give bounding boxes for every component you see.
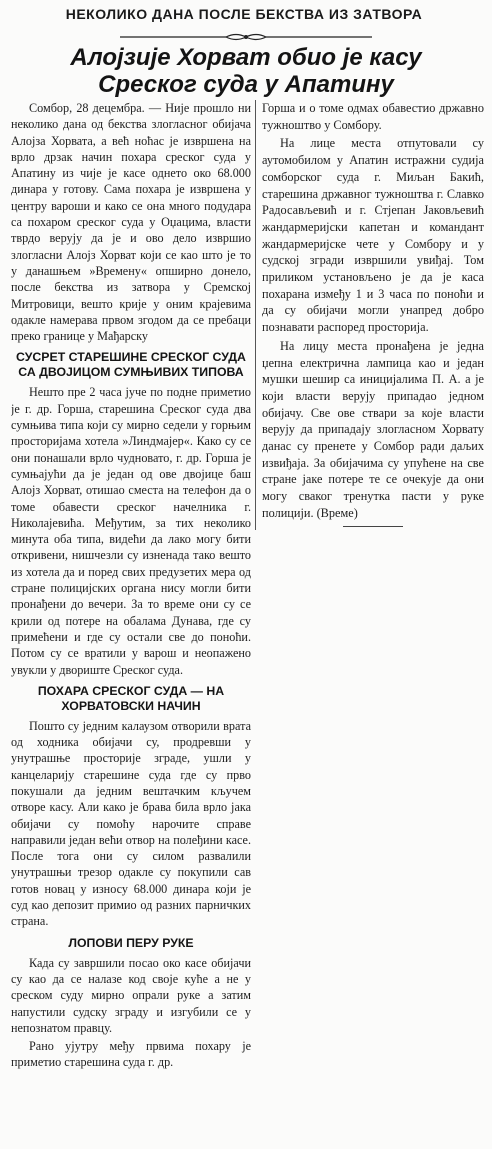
paragraph-morning: Рано ујутру међу првима похару је приметио старешина суда г. др. xyxy=(11,1039,251,1070)
headline-line-1: Алојзије Хорват обио је касу xyxy=(70,44,422,71)
paragraph-evidence: На лицу места пронађена је једна џепна електрична лампица као и један мушки шешир са иницијалима П. А. а је који власти верују припадао једном обијачу. Све ове ствари за које власти верују да припадају злогласном Хорвату данас су пренете у Сомбор ради даљих извиђаја. За обијачима су упућене на све стране јаке потере те се очекује да они могу сваког тренутка пасти у руке полицији. (Време) xyxy=(262,338,484,520)
article-kicker: НЕКОЛИКО ДАНА ПОСЛЕ БЕКСТВА ИЗ ЗАТВОРА xyxy=(65,6,423,22)
subheading-meeting: СУСРЕТ СТАРЕШИНЕ СРЕСКОГ СУДА СА ДВОЈИЦОМ СУМЊИВИХ ТИПОВА xyxy=(16,350,246,380)
subheading-robbery: ПОХАРА СРЕСКОГ СУДА — НА ХОРВАТОВСКИ НАЧИН xyxy=(37,683,225,713)
paragraph-robbery: Пошто су једним калаузом отворили врата од ходника обијачи су, продревши у унутрашње просторије зграде, ушли у канцеларију старешине суда где су прво покушали да једним вештачким кључем отворе касу. Али како је брава била врло јака обијачи су помоћу нарочите справе направили један већи отвор на полеђини касе. После тога они су силом развалили унутрашњи трезор одакле су покупили сав готов новац у износу 68.000 динара који је суд као депозит примио од разних парничких страна. xyxy=(11,718,251,929)
paragraph-continuation: Горша и о томе одмах обавестио државно тужноштво у Сомбору. xyxy=(262,101,484,132)
subheading-thieves: ЛОПОВИ ПЕРУ РУКЕ xyxy=(68,935,194,950)
article-headline xyxy=(8,44,484,98)
article-end-rule xyxy=(343,526,403,527)
column-divider xyxy=(255,100,256,530)
paragraph-meeting: Нешто пре 2 часа јуче по подне приметио је г. др. Горша, старешина Среског суда два сумњива типа који су мирно седели у горњим просторијама хотела »Линдмајер«. Како су се они понашали врло чудновато, г. др. Горша је сумњајући да је један од ове двојице баш Алојз Хорват, отишао сместа на телефон да о томе обавести среског начелника г. Николајевића. Међутим, за тих неколико минута оба типа, видећи да лако могу бити откривени, нишчезли су изненада тако вешто из хотела да и поред свих предузетих мера од стране полицијских органа нису могли бити пронађени до вечери. За то време они су се крили од потере на обалама Дунава, где су примећени и где су остали све до поноћи. Потом су се вратили у варош и неопажено увукли у двориште Среског суда. xyxy=(11,385,251,677)
headline-ornament-divider xyxy=(0,32,492,42)
left-column xyxy=(11,100,251,1145)
right-column xyxy=(262,100,484,530)
lead-paragraph: Сомбор, 28 децембра. — Није прошло ни неколико дана од бекства злогласног обијача Алојза Хорвата, а већ ноћас је извршена на врло дрзак начин похара среског суда у Апатину из чије је касе однето око 68.000 динара у готову. Сама похара је извршена у центру вароши и како се она много подудара са похаром среског суда у Оџацима, власти тврдо верују да је и ово дело извршио злогласни Алојз Хорват који се као што је то у данашњем »Времену« опширно донело, после бекства из затвора у Сремској Митровици, вешто крије у оним крајевима одакле намерава првом згодом да се пребаци преко границе у Мађарску xyxy=(11,101,251,344)
headline-line-2: Среског суда у Апатину xyxy=(98,71,394,98)
paragraph-thieves: Када су завршили посао око касе обијачи су као да се налазе код своје куће а не у среском суду мирно опрали руке а затим напустили судску зграду и изгубили се у непознатом правцу. xyxy=(11,955,251,1035)
paragraph-investigation: На лице места отпутовали су аутомобилом у Апатин истражни судија сомборског суда г. Миљан Бакић, старешина државног тужноштва г. Славко Радосављевић и г. Стјепан Јаковљевић жандармеријски капетан и командант жандармеријске чете у Сомбору и у судској згради извршили увиђај. Том приликом установљено је да је каса похарана између 1 и 3 часа по поноћи и да су обијачи могли унапред добро познавати распоред просторија. xyxy=(262,136,484,335)
